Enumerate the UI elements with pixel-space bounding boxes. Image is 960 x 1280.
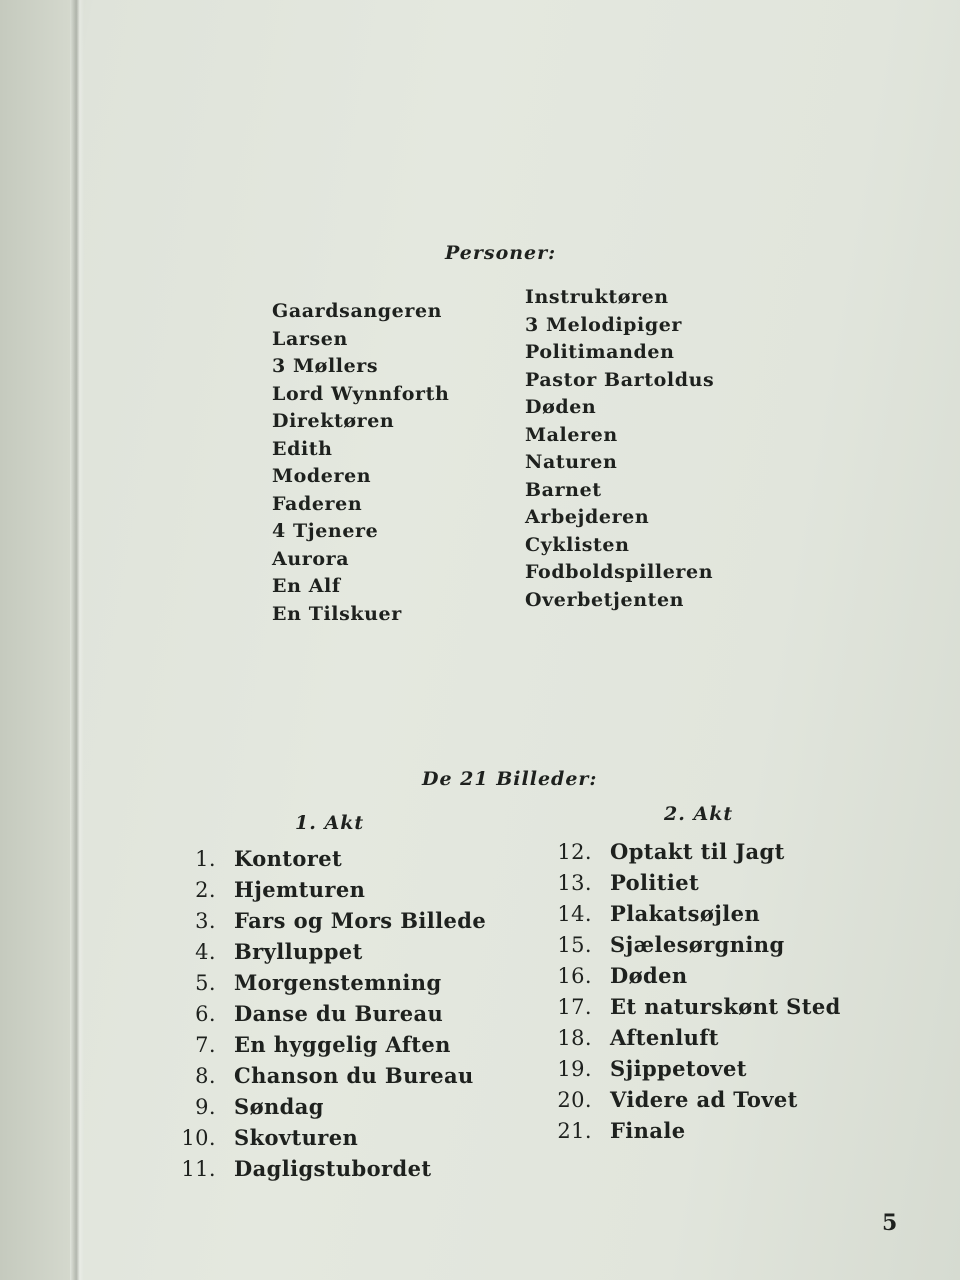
scene-title: Sjælesørgning — [610, 932, 785, 957]
person-item: Arbejderen — [525, 506, 650, 528]
scene-number: 17. — [557, 995, 592, 1019]
personer-list-left — [272, 298, 449, 628]
person-item: Pastor Bartoldus — [525, 368, 715, 391]
scene-title: Morgenstemning — [234, 970, 442, 995]
scene-number: 21. — [557, 1119, 592, 1143]
person-item: Lord Wynnforth — [272, 382, 450, 405]
scene-number: 12. — [557, 840, 592, 864]
scene-item — [552, 867, 841, 898]
scene-item — [180, 1029, 486, 1060]
act-1-heading: 1. Akt — [295, 812, 365, 834]
scene-item — [552, 960, 841, 991]
scene-number: 11. — [181, 1157, 216, 1181]
scene-item — [552, 1115, 841, 1146]
person-item: Overbetjenten — [525, 588, 685, 611]
act-2-scene-list — [552, 836, 841, 1146]
scene-title: En hyggelig Aften — [234, 1032, 451, 1057]
scene-title: Døden — [610, 963, 688, 988]
person-item: Døden — [525, 396, 597, 418]
scene-number: 8. — [195, 1064, 216, 1088]
scene-title: Videre ad Tovet — [610, 1087, 798, 1112]
scene-item — [180, 1091, 486, 1122]
scene-number: 9. — [195, 1095, 216, 1119]
scene-title: Et naturskønt Sted — [610, 994, 841, 1019]
person-item: Faderen — [272, 492, 363, 515]
person-item: Cyklisten — [525, 533, 630, 556]
scene-number: 13. — [557, 871, 592, 895]
person-item: Naturen — [525, 451, 618, 473]
scene-item — [180, 1060, 486, 1091]
person-item: Instruktøren — [525, 286, 669, 308]
scene-number: 5. — [195, 971, 216, 995]
person-item: Gaardsangeren — [272, 300, 443, 322]
scene-number: 20. — [557, 1088, 592, 1112]
scene-item — [552, 1053, 841, 1084]
scene-item — [180, 998, 486, 1029]
person-item: Edith — [272, 437, 333, 460]
scene-item — [180, 1153, 486, 1184]
scene-item — [180, 1122, 486, 1153]
scene-number: 3. — [195, 909, 216, 933]
scene-item — [552, 1084, 841, 1115]
scene-title: Kontoret — [234, 846, 343, 871]
scene-item — [552, 991, 841, 1022]
scene-number: 14. — [557, 902, 592, 926]
person-item: En Tilskuer — [272, 602, 402, 625]
personer-heading: Personer: — [445, 242, 557, 264]
scene-item — [552, 1022, 841, 1053]
scene-title: Søndag — [234, 1094, 324, 1119]
page-fold — [70, 0, 84, 1280]
scene-number: 16. — [557, 964, 592, 988]
person-item: 3 Møllers — [272, 355, 379, 377]
scene-number: 4. — [195, 940, 216, 964]
scene-title: Hjemturen — [234, 877, 366, 902]
billeder-heading: De 21 Billeder: — [422, 768, 598, 790]
scene-number: 7. — [195, 1033, 216, 1057]
scene-title: Optakt til Jagt — [610, 839, 785, 864]
act-2-heading: 2. Akt — [664, 803, 734, 825]
scene-item — [180, 905, 486, 936]
previous-page-edge — [0, 0, 70, 1280]
scene-title: Brylluppet — [234, 939, 363, 964]
person-item: Direktøren — [272, 410, 395, 432]
personer-list-right — [525, 284, 714, 614]
scene-title: Politiet — [610, 870, 700, 895]
scene-item — [180, 967, 486, 998]
person-item: Maleren — [525, 423, 618, 446]
scene-item — [180, 874, 486, 905]
page-number: 5 — [882, 1210, 898, 1236]
scene-title: Sjippetovet — [610, 1056, 747, 1081]
scene-title: Danse du Bureau — [234, 1001, 444, 1026]
scene-item — [180, 936, 486, 967]
scene-number: 15. — [557, 933, 592, 957]
scene-item — [180, 843, 486, 874]
person-item: Moderen — [272, 465, 372, 487]
scene-title: Dagligstubordet — [234, 1156, 432, 1181]
person-item: Politimanden — [525, 341, 675, 363]
scene-title: Fars og Mors Billede — [234, 908, 487, 933]
person-item: En Alf — [272, 575, 341, 597]
scene-title: Finale — [610, 1118, 686, 1143]
scene-title: Plakatsøjlen — [610, 901, 761, 926]
scene-number: 10. — [181, 1126, 216, 1150]
scene-number: 6. — [195, 1002, 216, 1026]
person-item: 4 Tjenere — [272, 520, 379, 542]
person-item: Aurora — [272, 547, 350, 570]
scene-item — [552, 898, 841, 929]
act-1-scene-list — [180, 843, 486, 1184]
scene-item — [552, 929, 841, 960]
person-item: Larsen — [272, 327, 348, 350]
scene-number: 2. — [195, 878, 216, 902]
scene-title: Chanson du Bureau — [234, 1063, 474, 1088]
scene-item — [552, 836, 841, 867]
scene-number: 1. — [195, 847, 216, 871]
scene-number: 18. — [557, 1026, 592, 1050]
person-item: Fodboldspilleren — [525, 561, 714, 583]
scene-number: 19. — [557, 1057, 592, 1081]
person-item: Barnet — [525, 478, 602, 501]
scene-title: Aftenluft — [610, 1025, 719, 1050]
person-item: 3 Melodipiger — [525, 313, 683, 336]
scene-title: Skovturen — [234, 1125, 359, 1150]
